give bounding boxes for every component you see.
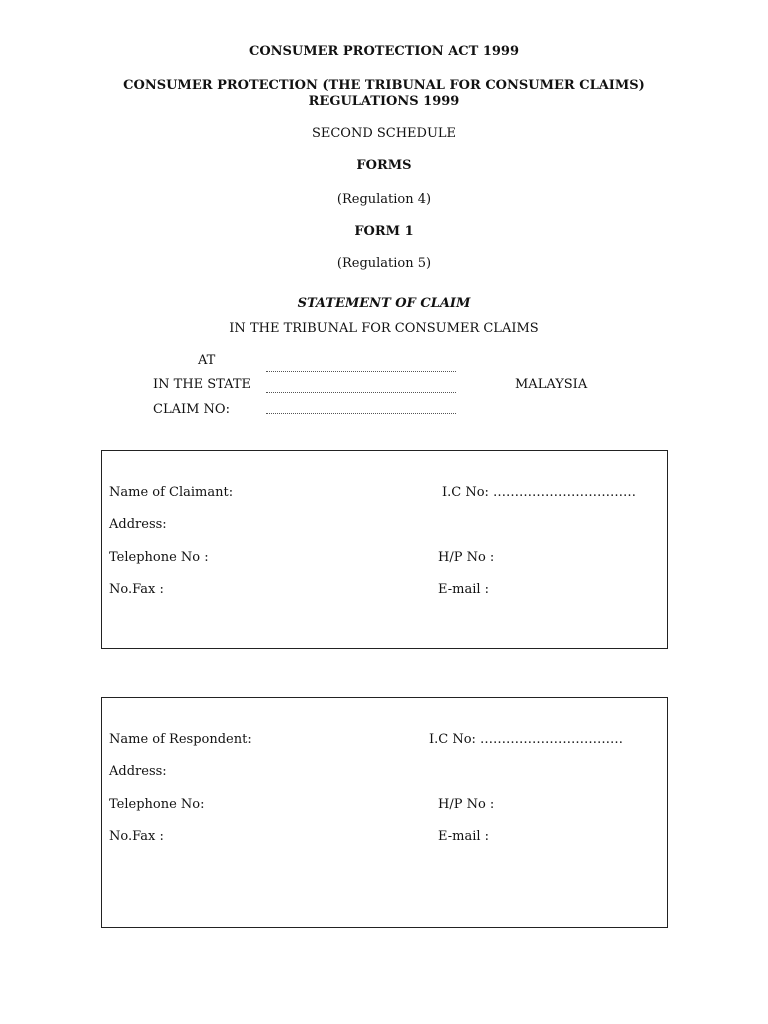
respondent-fax-label: No.Fax : xyxy=(109,829,164,844)
claimant-ic-label: I.C No: …………………………… xyxy=(442,485,637,500)
respondent-ic-label: I.C No: …………………………… xyxy=(429,732,624,747)
country-label: MALAYSIA xyxy=(515,377,588,392)
claimant-telephone-label: Telephone No : xyxy=(109,550,209,565)
respondent-telephone-label: Telephone No: xyxy=(109,797,205,812)
claimant-hp-label: H/P No : xyxy=(438,550,495,565)
form-1-title: FORM 1 xyxy=(354,224,414,239)
state-field-line[interactable] xyxy=(266,392,456,393)
regulation-4-note: (Regulation 4) xyxy=(336,192,432,207)
respondent-box xyxy=(101,697,668,928)
regulations-title-line1: CONSUMER PROTECTION (THE TRIBUNAL FOR CONSUMER CLAIMS) xyxy=(123,78,645,93)
state-label: IN THE STATE xyxy=(153,377,251,392)
at-field-line[interactable] xyxy=(266,371,456,372)
claim-no-label: CLAIM NO: xyxy=(153,402,230,417)
statement-of-claim-title: STATEMENT OF CLAIM xyxy=(297,296,471,311)
regulations-title-line2: REGULATIONS 1999 xyxy=(308,94,460,109)
schedule-title: SECOND SCHEDULE xyxy=(311,126,457,141)
respondent-hp-label: H/P No : xyxy=(438,797,495,812)
act-title: CONSUMER PROTECTION ACT 1999 xyxy=(248,44,520,59)
tribunal-line: IN THE TRIBUNAL FOR CONSUMER CLAIMS xyxy=(229,321,539,336)
respondent-name-label: Name of Respondent: xyxy=(109,732,252,747)
claimant-fax-label: No.Fax : xyxy=(109,582,164,597)
respondent-email-label: E-mail : xyxy=(438,829,490,844)
at-label: AT xyxy=(198,353,216,368)
regulation-5-note: (Regulation 5) xyxy=(336,256,432,271)
respondent-address-label: Address: xyxy=(109,764,167,779)
claimant-box xyxy=(101,450,668,649)
claimant-address-label: Address: xyxy=(109,517,167,532)
claimant-name-label: Name of Claimant: xyxy=(109,485,234,500)
claimant-email-label: E-mail : xyxy=(438,582,490,597)
forms-title: FORMS xyxy=(356,158,412,173)
claim-no-field-line[interactable] xyxy=(266,413,456,414)
